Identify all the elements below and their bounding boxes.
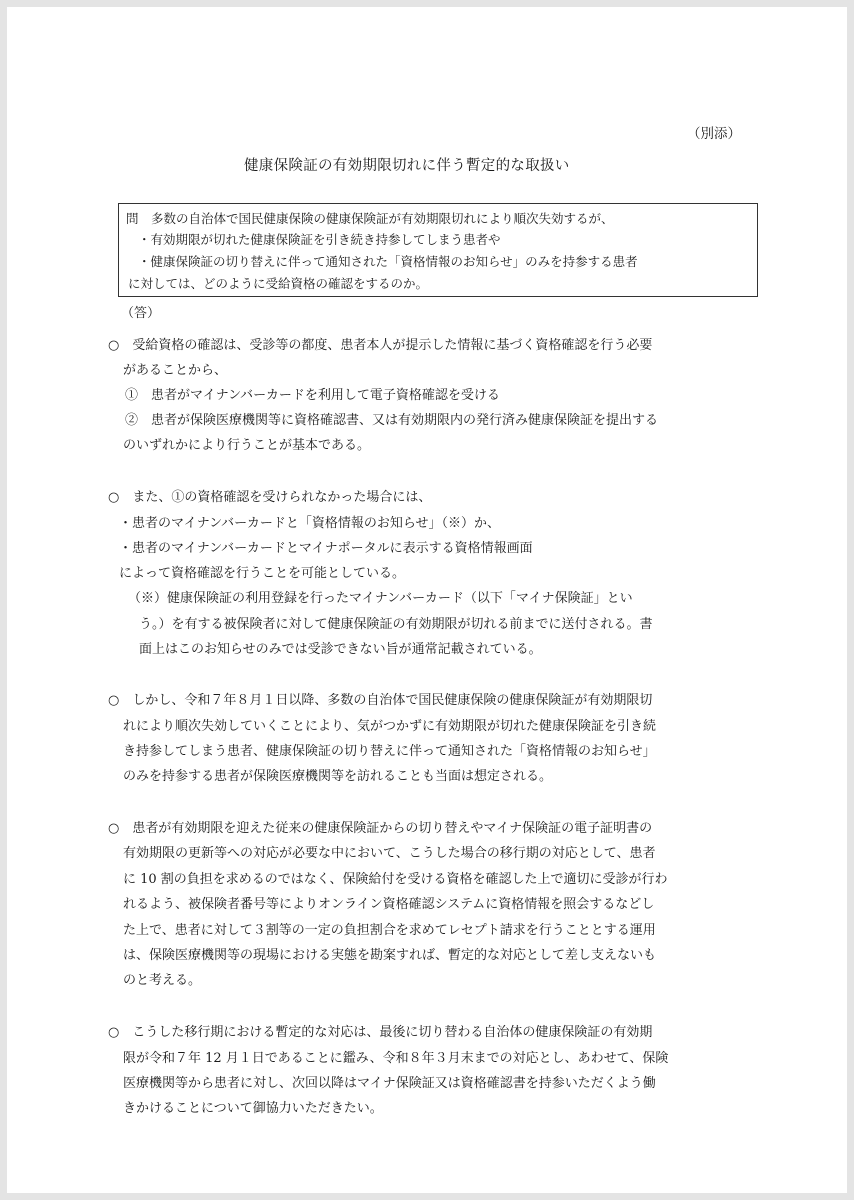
body-line: に 10 割の負担を求めるのではなく、保険給付を受ける資格を確認した上で適切に受診が行わ	[123, 872, 668, 887]
question-line: 問 多数の自治体で国民健康保険の健康保険証が有効期限切れにより順次失効するが、	[126, 211, 614, 226]
body-line: ② 患者が保険医療機関等に資格確認書、又は有効期限内の発行済み健康保険証を提出する	[125, 413, 659, 428]
body-line: ・患者のマイナンバーカードとマイナポータルに表示する資格情報画面	[119, 541, 533, 556]
body-line: れるよう、被保険者番号等によりオンライン資格確認システムに資格情報を照会するなどし	[123, 897, 655, 912]
answer-label: （答）	[121, 306, 161, 321]
body-line: 面上はこのお知らせのみでは受診できない旨が通常記載されている。	[139, 642, 542, 657]
body-line: ○ こうした移行期における暫定的な対応は、最後に切り替わる自治体の健康保険証の有効期	[108, 1025, 653, 1040]
body-line: れにより順次失効していくことにより、気がつかずに有効期限が切れた健康保険証を引き続	[123, 719, 657, 734]
body-line: 限が令和７年 12 月１日であることに鑑み、令和８年３月末までの対応とし、あわせて、保険	[123, 1051, 669, 1066]
question-line: に対しては、どのように受給資格の確認をするのか。	[128, 276, 429, 291]
body-line: 医療機関等から患者に対し、次回以降はマイナ保険証又は資格確認書を持参いただくよう働	[123, 1076, 656, 1091]
body-line: によって資格確認を行うことを可能としている。	[119, 566, 406, 581]
body-line: ○ 受給資格の確認は、受診等の都度、患者本人が提示した情報に基づく資格確認を行う必要	[108, 338, 653, 353]
body-line: き持参してしまう患者、健康保険証の切り替えに伴って通知された「資格情報のお知らせ」	[123, 744, 656, 759]
document-page	[7, 7, 847, 1193]
body-line: のみを持参する患者が保険医療機関等を訪れることも当面は想定される。	[123, 769, 553, 784]
body-line: ① 患者がマイナンバーカードを利用して電子資格確認を受ける	[125, 388, 500, 403]
body-line: のいずれかにより行うことが基本である。	[123, 438, 371, 453]
question-line: ・健康保険証の切り替えに伴って通知された「資格情報のお知らせ」のみを持参する患者	[138, 254, 638, 269]
body-line: ○ しかし、令和７年８月１日以降、多数の自治体で国民健康保険の健康保険証が有効期限切	[108, 693, 653, 708]
body-line: ・患者のマイナンバーカードと「資格情報のお知らせ」（※）か、	[119, 516, 501, 531]
attachment-label: （別添）	[687, 126, 741, 142]
body-line: のと考える。	[123, 973, 202, 988]
body-line: た上で、患者に対して３割等の一定の負担割合を求めてレセプト請求を行うこととする運用	[123, 923, 656, 938]
question-box	[118, 203, 758, 297]
body-line: （※）健康保険証の利用登録を行ったマイナンバーカード（以下「マイナ保険証」とい	[128, 591, 633, 606]
body-line: は、保険医療機関等の現場における実態を勘案すれば、暫定的な対応として差し支えないも	[123, 948, 657, 963]
body-line: う。）を有する被保険者に対して健康保険証の有効期限が切れる前までに送付される。書	[139, 617, 653, 632]
body-line: がある​ことから、	[123, 363, 228, 378]
question-line: ・有効期限が切れた健康保険証を引き続き持参してしまう患者や	[138, 232, 501, 247]
body-line: きかけることについて御協力いただきたい。	[123, 1101, 383, 1116]
body-line: ○ また、①の資格確認を受けられなかった場合には、	[108, 490, 432, 505]
body-line: 有効期限の更新等への対応が必要な中において、こうした場合の移行期の対応として、患者	[123, 846, 656, 861]
document-title: 健康保険証の有効期限切れに伴う暫定的な取扱い	[244, 158, 570, 174]
body-line: ○ 患者が有効期限を迎えた従来の健康保険証からの切り替えやマイナ保険証の電子証明書の	[108, 821, 653, 836]
